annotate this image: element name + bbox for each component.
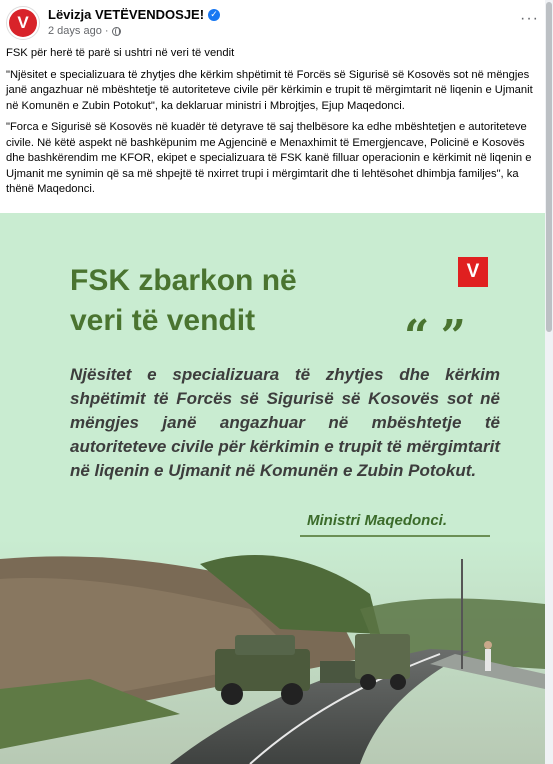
post-paragraph: "Forca e Sigurisë së Kosovës në kuadër të detyrave të saj thelbësore ka edhe mbështetjen e autoriteteve civile. Në këtë aspekt në bashkëpunim me Agjencinë e Menaxhimit të Emergjencave, Policinë e Kosovës dhe bashkërendim me KFOR, ekipet e specializuara të FSK kanë filluar operacionin e kërkimit në liqenin e Ujmanit me synimin që sa më shpejtë të nxirret trupi i mërgimtarit dhe ti lehtësohet dhimbja familjes", ka thënë Maqedonci. bbox=[6, 121, 532, 195]
photo-illustration bbox=[0, 539, 545, 764]
quote-marks-icon: “ ” bbox=[404, 311, 464, 362]
page-name-link[interactable] bbox=[48, 7, 220, 22]
post-timestamp[interactable]: 2 days ago bbox=[48, 25, 102, 37]
post-meta bbox=[48, 25, 121, 37]
post-image[interactable] bbox=[0, 213, 545, 764]
image-quote-text: Njësitet e specializuara të zhytjes dhe kërkim shpëtimit të Forcës së Sigurisë së Kosovës sot në mëngjes janë angazhuar në mbështetje të autoriteteve civile për kërkimin e trupit të mërgimtarit në liqenin e Ujmanit në Komunën e Zubin Potokut. bbox=[70, 365, 500, 480]
post-header bbox=[6, 4, 541, 42]
post-paragraph: "Njësitet e specializuara të zhytjes dhe kërkim shpëtimit të Forcës së Sigurisë së Kosovës sot në mëngjes janë angazhuar në mbështetje të autoriteteve civile për kërkimin e trupit të mërgimtarit në liqenin e Ujmanit në Komunën e Zubin Potokut", ka deklaruar ministri i Mbrojtjes, Ejup Maqedonci. bbox=[6, 68, 533, 112]
military-vehicles-photo bbox=[0, 539, 545, 764]
post-paragraph: FSK për herë të parë si ushtri në veri të vendit bbox=[6, 47, 235, 59]
page-avatar[interactable] bbox=[6, 6, 40, 40]
scrollbar-thumb[interactable] bbox=[546, 2, 552, 332]
image-headline: FSK zbarkon në veri të vendit bbox=[70, 264, 297, 337]
globe-icon bbox=[112, 27, 121, 36]
page-name[interactable]: Lëvizja VETËVENDOSJE! bbox=[48, 7, 205, 22]
quote-attribution: Ministri Maqedonci. bbox=[307, 512, 448, 529]
post-text bbox=[6, 46, 536, 204]
more-options-icon[interactable]: ··· bbox=[520, 10, 539, 27]
scrollbar[interactable] bbox=[545, 0, 553, 764]
verified-badge-icon: ✓ bbox=[208, 9, 220, 21]
vetevendosje-logo: V bbox=[458, 257, 488, 287]
attribution-underline bbox=[300, 535, 490, 537]
avatar-logo: V bbox=[9, 9, 37, 37]
meta-separator: · bbox=[104, 25, 109, 37]
